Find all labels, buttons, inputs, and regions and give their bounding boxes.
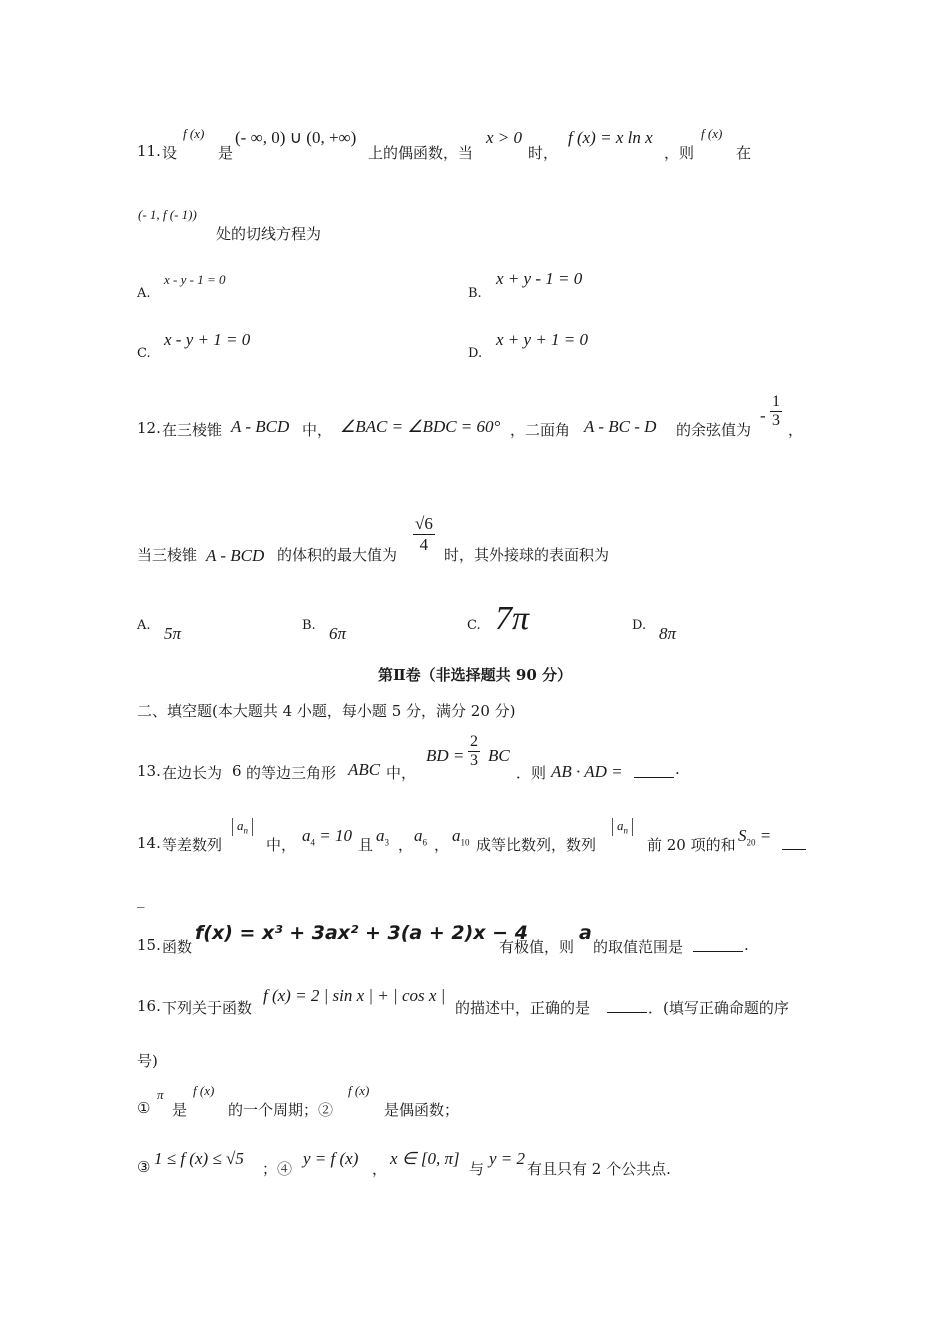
q13-fraction-denominator: 3 bbox=[470, 752, 478, 769]
q13-fraction-numerator: 2 bbox=[470, 733, 478, 750]
q16-answer-blank bbox=[607, 997, 647, 1013]
q14-sum-sub: 20 bbox=[746, 837, 756, 848]
q14-number: 14. bbox=[137, 834, 161, 852]
q13-text-3: 中， bbox=[386, 764, 417, 782]
q12-solid-2: A - BCD bbox=[206, 546, 265, 565]
q14-text-5: 前 20 项的和 bbox=[647, 836, 736, 854]
q16-statement-4-text-a: 与 bbox=[469, 1160, 485, 1178]
q14-comma-1: ， bbox=[398, 836, 414, 854]
q14-sum-equals: = bbox=[755, 826, 772, 845]
q13-text-4: ．则 bbox=[516, 764, 547, 782]
q14-sequence-2 bbox=[612, 818, 633, 836]
q11-option-b: x + y - 1 = 0 bbox=[496, 269, 583, 288]
q16-statement-2-function: f (x) bbox=[348, 1083, 370, 1098]
q15-text-2: 有极值，则 bbox=[499, 938, 575, 956]
q16-text-2: 的描述中，正确的是 bbox=[455, 999, 591, 1017]
q16-text-1: 下列关于函数 bbox=[162, 999, 253, 1017]
q16-statement-4-domain: x ∈ [0, π] bbox=[390, 1149, 460, 1168]
q14-a4-value: = 10 bbox=[315, 826, 352, 845]
q14-comma-2: ， bbox=[434, 836, 450, 854]
q16-statement-1-text-b: 的一个周期；② bbox=[228, 1101, 334, 1119]
q12-cosine-denominator: 3 bbox=[772, 412, 780, 429]
q11-text-6: 在 bbox=[736, 144, 752, 162]
q14-a4-symbol: a bbox=[302, 826, 311, 845]
q12-option-a: 5π bbox=[164, 624, 182, 643]
q12-text-8: 时，其外接球的表面积为 bbox=[444, 546, 610, 564]
q15-number: 15. bbox=[137, 936, 161, 954]
q12-text-3: ，二面角 bbox=[510, 421, 571, 439]
q14-text-2: 中， bbox=[266, 836, 297, 854]
q12-text-6: 当三棱锥 bbox=[137, 546, 198, 564]
q12-option-d-label: D. bbox=[632, 618, 647, 633]
q11-domain: (- ∞, 0) ∪ (0, +∞) bbox=[235, 128, 357, 147]
q11-text-5: ，则 bbox=[664, 144, 695, 162]
q15-function-expression: f(x) = x³ + 3ax² + 3(a + 2)x − 4 bbox=[195, 922, 528, 944]
q16-statement-4-line: y = 2 bbox=[489, 1149, 526, 1168]
q11-option-a-label: A. bbox=[137, 286, 151, 301]
q11-option-d: x + y + 1 = 0 bbox=[496, 330, 589, 349]
q16-statement-4-text-b: 有且只有 2 个公共点. bbox=[527, 1160, 671, 1178]
q16-statement-1-function: f (x) bbox=[193, 1083, 215, 1098]
q13-dot-product: AB · AD = bbox=[551, 762, 623, 781]
q16-pi: π bbox=[157, 1087, 164, 1102]
q13-vector-bc: BC bbox=[488, 746, 510, 765]
q16-statement-4-expression: y = f (x) bbox=[303, 1149, 359, 1168]
q15-variable-a: a bbox=[579, 922, 592, 944]
q16-statement-3-text: ；④ bbox=[262, 1160, 293, 1178]
q14-a6-sub: 6 bbox=[422, 837, 427, 848]
q14-a3-symbol: a bbox=[376, 826, 385, 845]
q14-sequence-a: a bbox=[237, 818, 244, 833]
q16-text-4: 号) bbox=[137, 1052, 158, 1070]
q11-option-c-label: C. bbox=[137, 346, 151, 361]
q13-vector-bd: BD = bbox=[426, 746, 465, 765]
q12-text-5: ， bbox=[788, 421, 804, 439]
q14-sequence-2-sub: n bbox=[623, 825, 628, 836]
q14-a10-symbol: a bbox=[452, 826, 461, 845]
q14-sum-symbol: S bbox=[738, 826, 747, 845]
q12-option-c-label: C. bbox=[467, 618, 481, 633]
q11-number: 11. bbox=[137, 142, 161, 160]
q12-option-a-label: A. bbox=[137, 618, 151, 633]
q12-cosine-numerator: 1 bbox=[772, 393, 780, 410]
q12-volume-fraction bbox=[413, 514, 435, 555]
q14-sum bbox=[738, 826, 771, 847]
q16-number: 16. bbox=[137, 997, 161, 1015]
q11-text-7: 处的切线方程为 bbox=[216, 225, 322, 243]
q12-option-c: 7π bbox=[495, 600, 530, 637]
q14-a6 bbox=[414, 826, 427, 847]
q12-option-b-label: B. bbox=[302, 618, 316, 633]
q12-text-2: 中， bbox=[302, 421, 333, 439]
q11-text-1: 设 bbox=[162, 144, 178, 162]
q14-blank-tail: _ bbox=[137, 890, 145, 908]
q11-function-2: f (x) bbox=[701, 126, 723, 141]
q14-a4-sub: 4 bbox=[310, 837, 315, 848]
q14-text-1: 等差数列 bbox=[162, 836, 223, 854]
q12-cosine-fraction bbox=[770, 393, 782, 430]
q12-angles: ∠BAC = ∠BDC = 60° bbox=[340, 417, 501, 436]
q11-definition: f (x) = x ln x bbox=[568, 128, 653, 147]
q14-answer-blank bbox=[782, 834, 806, 850]
q11-text-3: 上的偶函数，当 bbox=[368, 144, 474, 162]
q13-answer-blank bbox=[634, 762, 674, 778]
q13-side: 6 bbox=[232, 762, 242, 780]
q12-solid: A - BCD bbox=[231, 417, 290, 436]
q13-end-period: . bbox=[675, 760, 680, 778]
q14-a3-sub: 3 bbox=[384, 837, 389, 848]
q12-negative-sign: - bbox=[760, 406, 766, 425]
q12-volume-denominator: 4 bbox=[419, 535, 429, 554]
q12-volume-numerator: √6 bbox=[415, 514, 433, 533]
q13-triangle: ABC bbox=[348, 760, 381, 779]
q15-answer-blank bbox=[693, 936, 743, 952]
q13-text-2: 的等边三角形 bbox=[246, 764, 337, 782]
q13-number: 13. bbox=[137, 762, 161, 780]
q14-a3 bbox=[376, 826, 389, 847]
q11-option-c: x - y + 1 = 0 bbox=[164, 330, 251, 349]
fill-in-heading: 二、填空题(本大题共 4 小题，每小题 5 分，满分 20 分) bbox=[137, 702, 516, 720]
q15-text-3: 的取值范围是 bbox=[593, 938, 684, 956]
section-2-title: 第Ⅱ卷（非选择题共 90 分） bbox=[378, 666, 572, 684]
q13-fraction bbox=[468, 733, 480, 770]
q12-text-4: 的余弦值为 bbox=[676, 421, 752, 439]
q15-end-period: . bbox=[744, 936, 749, 954]
q16-statement-3-expression: 1 ≤ f (x) ≤ √5 bbox=[154, 1149, 244, 1168]
q16-statement-2-text: 是偶函数； bbox=[384, 1101, 460, 1119]
q11-point: (- 1, f (- 1)) bbox=[138, 207, 197, 222]
q11-function: f (x) bbox=[183, 126, 205, 141]
q12-text-1: 在三棱锥 bbox=[162, 421, 223, 439]
q16-function-expression: f (x) = 2 | sin x | + | cos x | bbox=[263, 986, 446, 1005]
q14-sequence bbox=[232, 818, 253, 836]
q12-option-d: 8π bbox=[659, 624, 677, 643]
q14-a6-symbol: a bbox=[414, 826, 423, 845]
q14-sequence-2-a: a bbox=[617, 818, 624, 833]
q14-sequence-sub: n bbox=[243, 825, 248, 836]
q12-number: 12. bbox=[137, 419, 161, 437]
q11-text-2: 是 bbox=[218, 144, 234, 162]
q14-text-4: 成等比数列，数列 bbox=[476, 836, 597, 854]
q14-a10 bbox=[452, 826, 470, 847]
q11-option-a: x - y - 1 = 0 bbox=[164, 272, 226, 287]
q11-text-4: 时， bbox=[528, 144, 559, 162]
q14-a4 bbox=[302, 826, 352, 847]
q16-statement-1-text-a: 是 bbox=[172, 1101, 188, 1119]
q15-text-1: 函数 bbox=[162, 938, 193, 956]
q16-text-3: ．(填写正确命题的序 bbox=[648, 999, 789, 1017]
q14-a10-sub: 10 bbox=[460, 837, 470, 848]
q11-option-b-label: B. bbox=[468, 286, 482, 301]
q16-statement-3-marker: ③ bbox=[137, 1158, 151, 1176]
q16-statement-1-marker: ① bbox=[137, 1099, 151, 1117]
q13-text-1: 在边长为 bbox=[162, 764, 223, 782]
q14-text-3: 且 bbox=[358, 836, 374, 854]
q12-text-7: 的体积的最大值为 bbox=[277, 546, 398, 564]
q11-option-d-label: D. bbox=[468, 346, 483, 361]
q11-condition: x > 0 bbox=[486, 128, 523, 147]
q12-option-b: 6π bbox=[329, 624, 347, 643]
q12-dihedral: A - BC - D bbox=[584, 417, 657, 436]
q16-statement-4-comma: ， bbox=[372, 1160, 388, 1178]
